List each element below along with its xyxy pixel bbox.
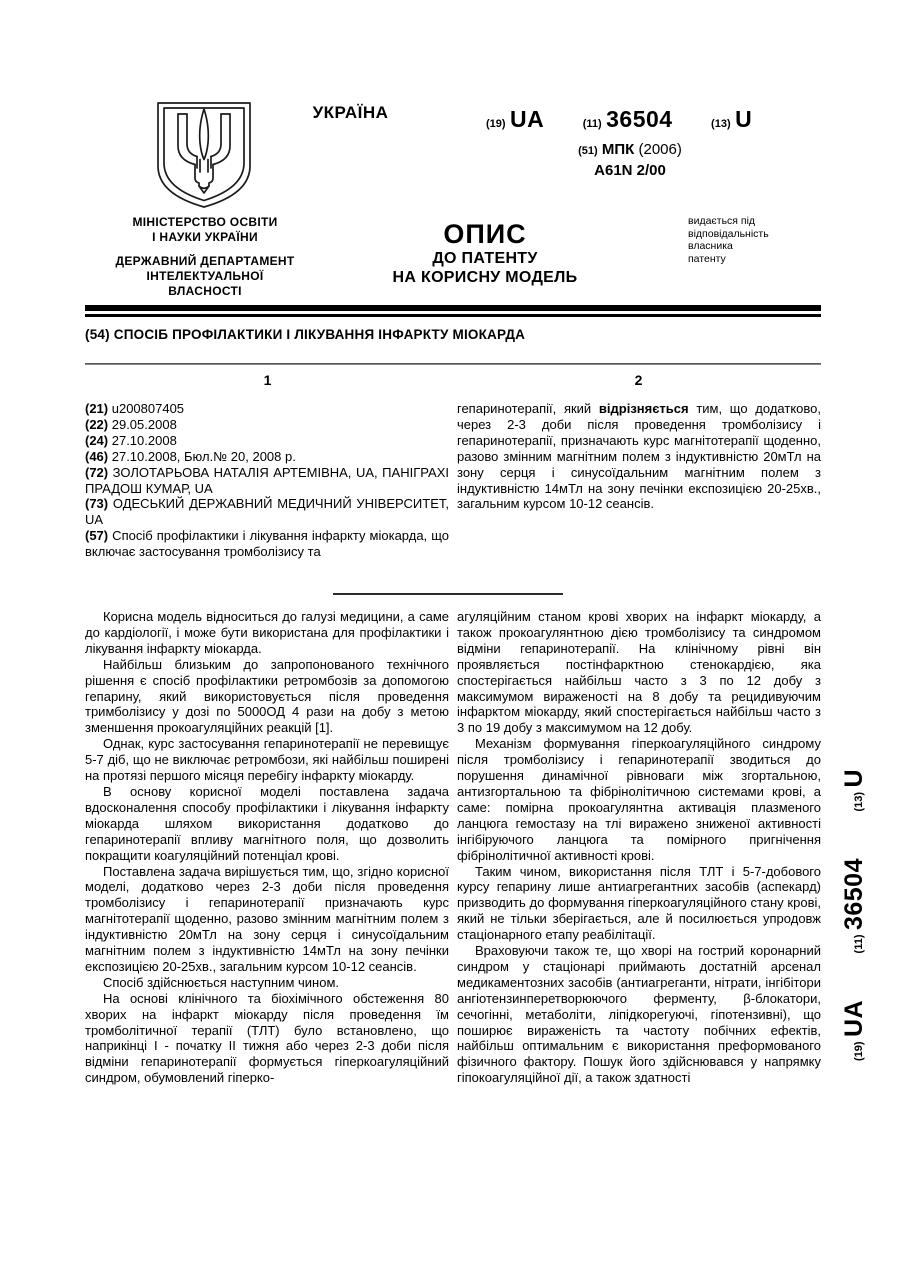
ipc-class-line (505, 141, 755, 158)
biblio-item-22: (22) 29.05.2008 (85, 416, 177, 432)
abstract-continuation (457, 401, 821, 512)
ministry-name (92, 215, 318, 245)
code-19-vertical (840, 1000, 869, 1061)
code-11 (583, 106, 673, 133)
code-51-label: (51) (578, 145, 598, 157)
column-marker-1: 1 (263, 372, 272, 388)
disclaimer-line: видається під (688, 215, 756, 227)
country-title: УКРАЇНА (312, 103, 389, 122)
body-paragraph: Поставлена задача вирішується тим, що, згідно корисної моделі, додатково через 2-3 доби після проведення тромболізису і гепаринотерапії призначають курс магнітотерапії щоденно, разово змінним магнітним полем з індуктивністю 20мТл на зону серця і синусоїдальним магнітним полем з індуктивністю 14мТл на зону печінки експозицією 20-25хв., загальним курсом 10-12 сеансів. (85, 863, 449, 974)
department-line: ДЕРЖАВНИЙ ДЕПАРТАМЕНТ (115, 254, 295, 268)
code-11-label: (11) (853, 934, 865, 954)
ipc-class-label: МПК (601, 141, 635, 158)
code-13-value: U (840, 768, 868, 788)
department-name (92, 254, 318, 299)
header-divider-thin (85, 314, 821, 317)
body-paragraph: Враховуючи також те, що хворі на гострий коронарний синдром у стаціонарі приймають достатній арсенал медикаментозних засобів (антиагреганти, нітрати, інгібітори ангіотензинперетворюючого ферменту, β-блокатори, сечогінні, метаболіти, ліпідкорегуючі, гіпотензивні), що поширює вираженість та частоту побічних ефектів, найбільш оптимальним є використання преформованого фізичного фактору. Пошук його здійснювався у напрямку гіпокоагуляційної дії, а також здатності (457, 943, 821, 1086)
biblio-item-57: (57) Спосіб профілактики і лікування інфаркту міокарда, що включає застосування тромболізису та (85, 528, 449, 560)
disclaimer-note (688, 215, 769, 265)
abstract-text: тим, що додатково, через 2-3 доби після проведення тромболізису і гепаринотерапії, призначають курс магнітотерапії щоденно, разово змінним магнітним полем з індуктивністю 20мТл на зону серця і синусоїдальним магнітним полем з індуктивністю 14мТл на зону печінки експозицією 20-25хв., загальним курсом 10-12 сеансів. (457, 401, 821, 512)
code-19-value: UA (510, 106, 545, 132)
bibliographic-data (85, 401, 449, 560)
department-line: ІНТЕЛЕКТУАЛЬНОЇ (146, 269, 264, 283)
biblio-item-21: (21) u200807405 (85, 401, 185, 416)
body-paragraph: В основу корисної моделі поставлена задача вдосконалення способу профілактики і лікування інфаркту міокарда шляхом використання додатково до гепаринотерапії впливу магнітного поля, що дозволить покращити коагуляційний потенціал крові. (85, 783, 449, 863)
biblio-item-46: (46) 27.10.2008, Бюл.№ 20, 2008 р. (85, 448, 296, 464)
body-paragraph: Спосіб здійснюється наступним чином. (103, 974, 339, 990)
code-19-value: UA (840, 999, 868, 1038)
abstract-claim-keyword: відрізняється (598, 401, 689, 416)
header-divider-thick (85, 305, 821, 311)
biblio-item-73: (73) ОДЕСЬКИЙ ДЕРЖАВНИЙ МЕДИЧНИЙ УНІВЕРСИТЕТ, UA (85, 496, 449, 528)
disclaimer-line: відповідальність (688, 227, 769, 240)
department-line: ВЛАСНОСТІ (168, 284, 242, 298)
ukraine-trident-emblem-icon (150, 97, 258, 213)
ipc-code: A61N 2/00 (594, 162, 666, 179)
body-paragraph: На основі клінічного та біохімічного обстеження 80 хворих на інфаркт міокарду після проведення їм тромболітичної терапії (ТЛТ) було встановлено, що наприкінці I - початку II тижня або через 2-3 доби після відміни гепаринотерапії формується гіперкоагуляційний синдром, обумовлений гіперко- (85, 990, 449, 1086)
invention-title (85, 327, 821, 342)
disclaimer-line: патенту (688, 252, 726, 265)
code-13-vertical (840, 769, 869, 812)
title-text: СПОСІБ ПРОФІЛАКТИКИ І ЛІКУВАННЯ ІНФАРКТУ МІОКАРДА (113, 327, 526, 342)
document-type-line: ДО ПАТЕНТУ (432, 250, 538, 267)
body-paragraph: Корисна модель відноситься до галузі медицини, а саме до кардіології, і може бути використана для профілактики і лікування інфаркту міокарда. (85, 609, 449, 656)
document-type-line: НА КОРИСНУ МОДЕЛЬ (392, 269, 578, 286)
patent-number: 36504 (606, 106, 673, 132)
document-type-block (375, 219, 595, 287)
code-11-label: (11) (582, 118, 602, 130)
ipc-year: (2006) (638, 141, 682, 158)
vertical-patent-code (840, 726, 874, 1104)
ministry-line: МІНІСТЕРСТВО ОСВІТИ (132, 215, 278, 229)
body-paragraph: Механізм формування гіперкоагуляційного синдрому після тромболізису і гепаринотерапії зводиться до порушення динамічної рівноваги між згортальною, антизгортальною та фібрінолітичною системами крові, а саме: помірна прокоагулянтна активація плазменого ланцюга гемостазу на тлі виражено зниженої активності інгібіруючого ланцюга та помірного пригнічення фібрінолітичної активності крові. (457, 736, 821, 863)
title-code: (54) (85, 327, 110, 342)
biblio-item-72: (72) ЗОЛОТАРЬОВА НАТАЛІЯ АРТЕМІВНА, UA, ПАНІГРАХІ ПРАДОШ КУМАР, UA (85, 464, 449, 496)
disclaimer-line: власника (688, 240, 733, 252)
code-13-value: U (735, 106, 753, 132)
code-11-vertical (840, 858, 869, 953)
code-19 (486, 106, 544, 133)
biblio-item-24: (24) 27.10.2008 (85, 432, 177, 448)
ministry-line: І НАУКИ УКРАЇНИ (152, 230, 258, 244)
title-divider (85, 363, 821, 365)
abstract-text: гепаринотерапії, який (457, 401, 599, 416)
document-type-title: ОПИС (443, 219, 527, 249)
code-19-label: (19) (853, 1041, 865, 1062)
code-13-label: (13) (853, 791, 865, 812)
patent-codes-row (486, 106, 816, 133)
body-paragraph: Найбільш близьким до запропонованого технічного рішення є спосіб профілактики ретромбозів за допомогою гепарину, який використовується після проведення тримболізису у дозі по 5000ОД 4 рази на добу з метою зменшення прокоагуляційних реакцій [1]. (85, 656, 449, 736)
body-paragraph: Таким чином, використання після ТЛТ і 5-7-добового курсу гепарину лише антиагрегантних засобів (аспекард) призводить до формування гіперкоагуляційного стану крові, який не тільки зберігається, але й посилюється упродовж стаціонарного етапу реабілітації. (457, 863, 821, 943)
description-right-column (457, 609, 821, 1086)
body-paragraph: агуляційним станом крові хворих на інфаркт міокарду, а також прокоагулянтною дією тромболізису та синдромом відміни гепаринотерапії. На клінічному рівні він проявляється постінфарктною стенокардією, яка спостерігається найбільш часто з 3 по 12 добу з максимумом вираженості на 8 добу та рецидивуючим інфарктом міокарду, який спостерігається найбільш часто з 3 по 19 добу з максимумом на 12 добу. (457, 609, 821, 736)
patent-number: 36504 (840, 858, 868, 931)
column-marker-2: 2 (634, 372, 643, 388)
code-13-label: (13) (711, 118, 731, 130)
body-paragraph: Однак, курс застосування гепаринотерапії не перевищує 5-7 діб, що не виключає ретромбози, які найбільш поширені на протязі першого місяця перебігу інфаркту міокарду. (85, 736, 449, 784)
description-left-column (85, 609, 449, 1086)
code-13 (711, 106, 752, 133)
section-divider (333, 593, 563, 595)
code-19-label: (19) (486, 118, 506, 130)
